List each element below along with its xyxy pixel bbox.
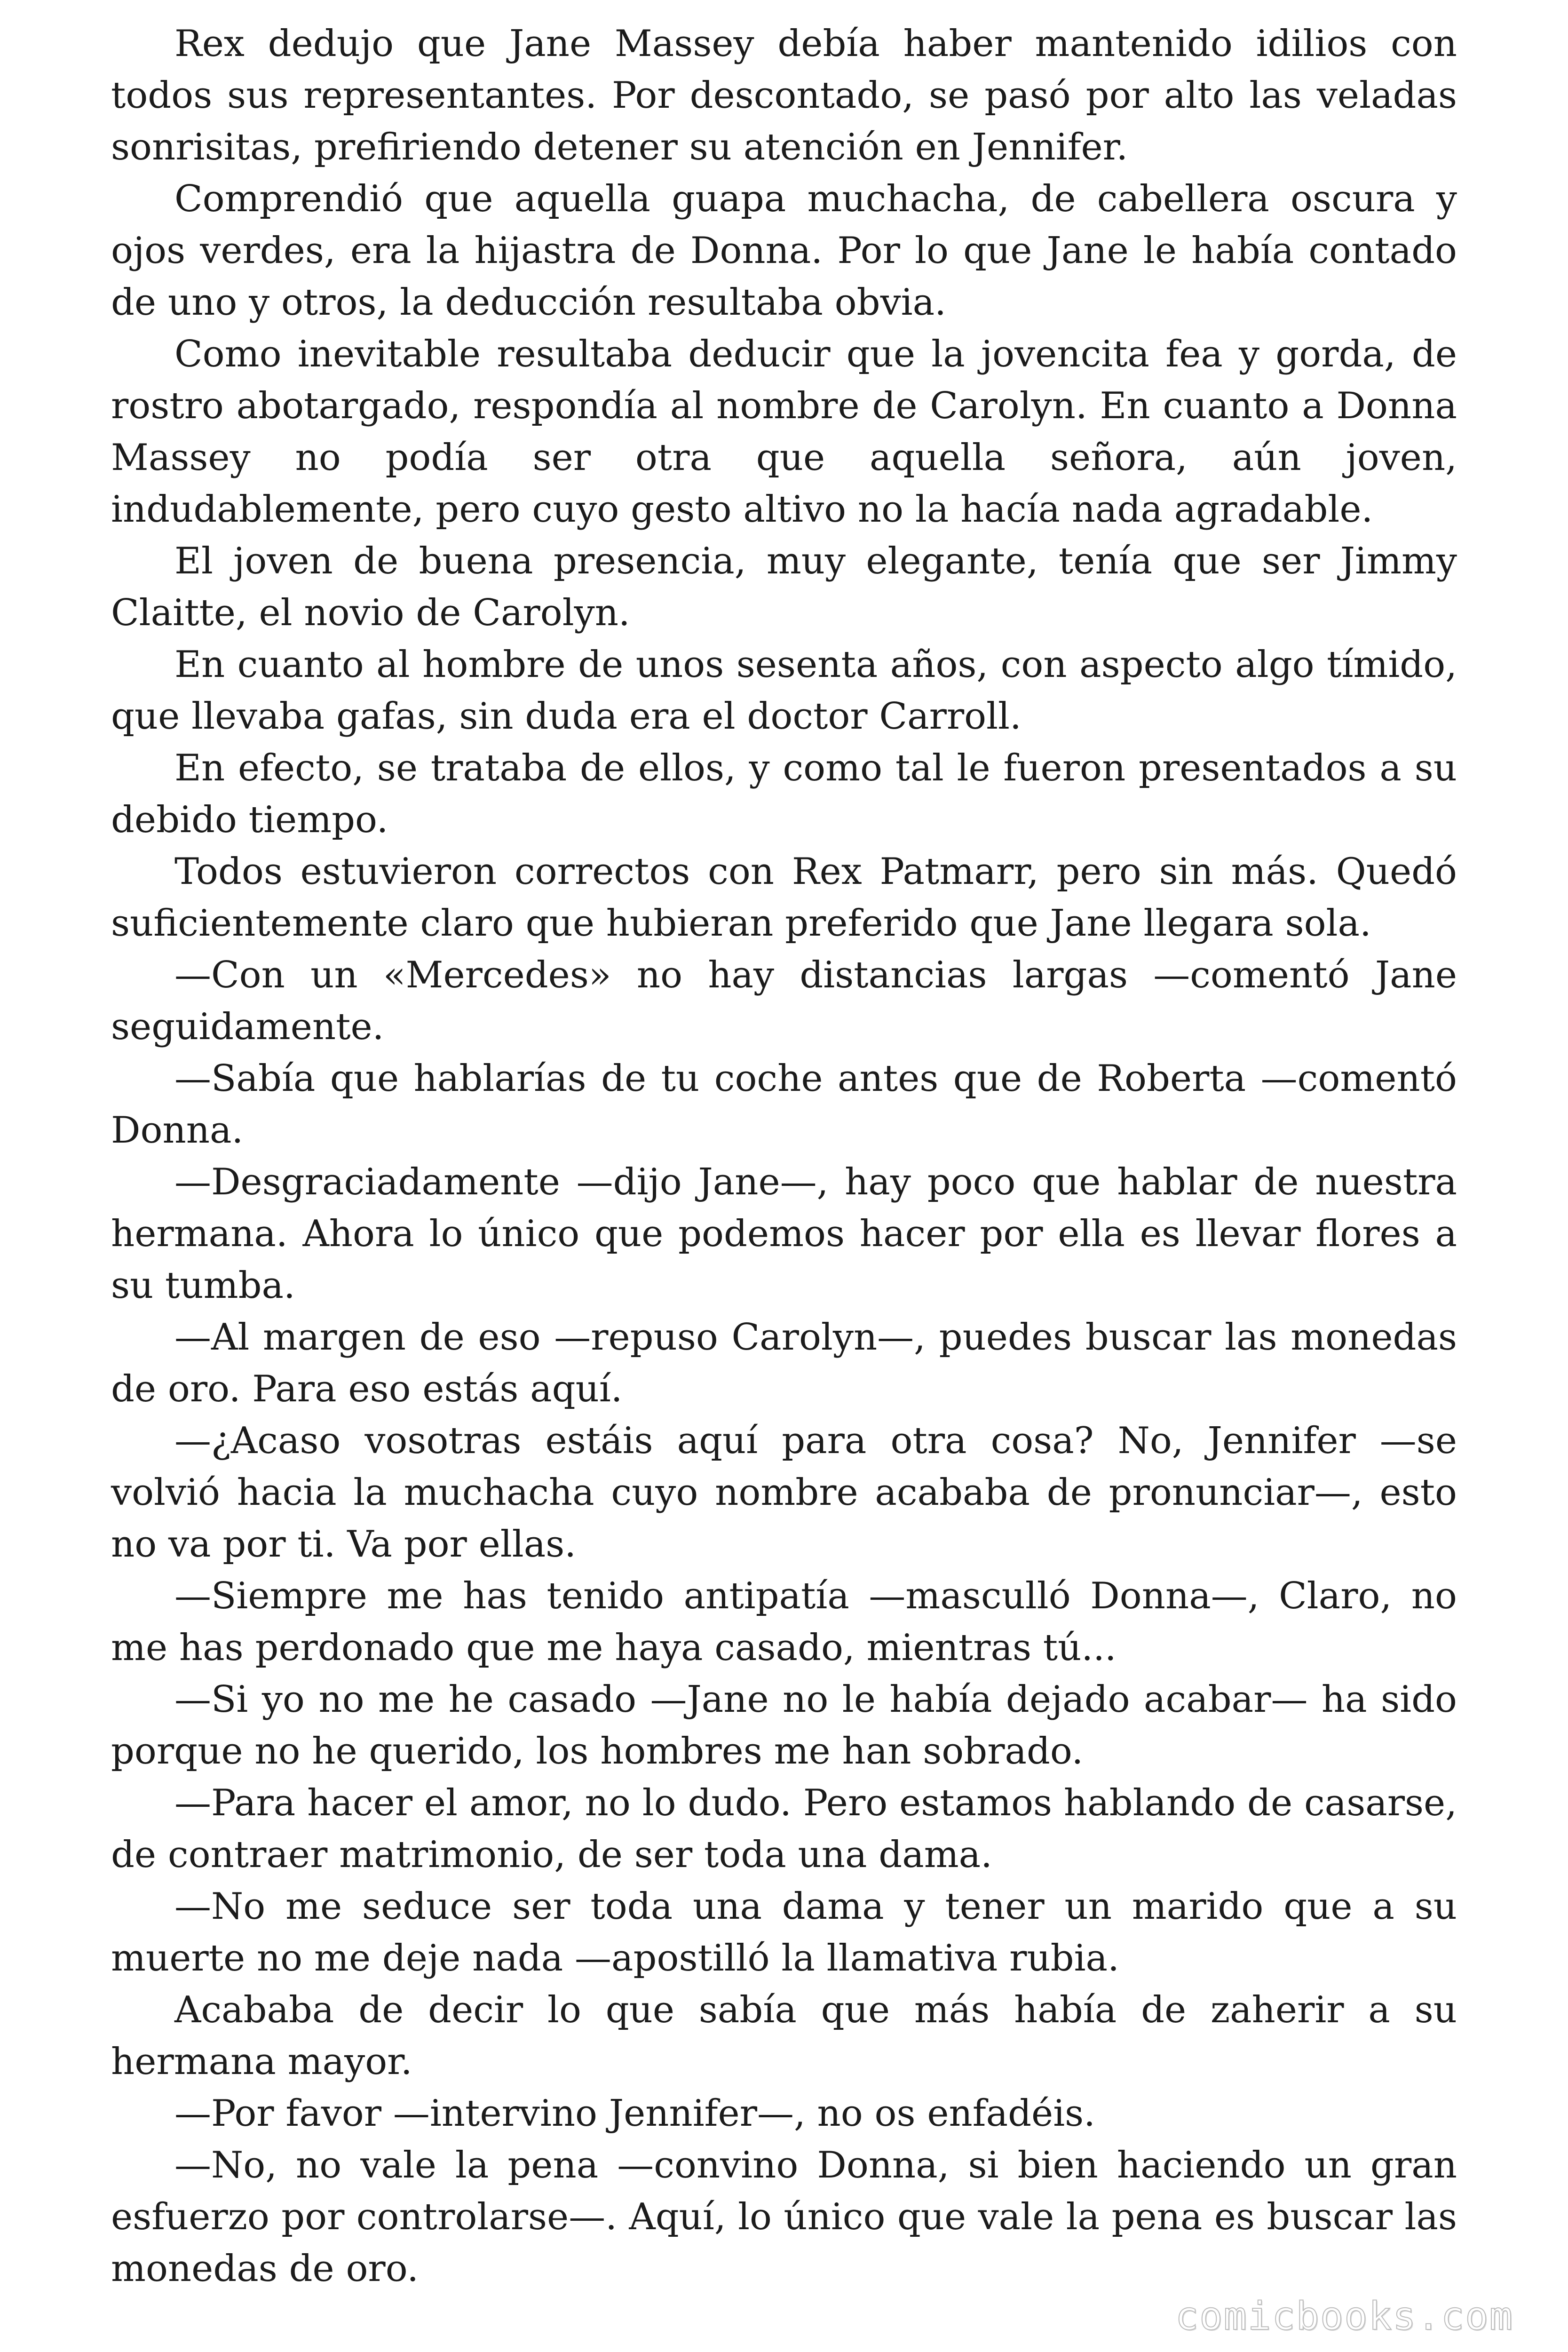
- paragraph-5: En cuanto al hombre de unos sesenta años, con aspecto algo tímido, que llevaba gafas, sin duda era el doctor Carroll.: [111, 644, 1457, 738]
- paragraph-3: Como inevitable resultaba deducir que la jovencita fea y gorda, de rostro abotargado, respondía al nombre de Carolyn. En cuanto a Donna Massey no podía ser otra que aquella señora, aún joven, indudablemente, pero cuyo gesto altivo no la hacía nada agradable.: [111, 333, 1457, 531]
- paragraph-13: —Siempre me has tenido antipatía —masculló Donna—, Claro, no me has perdonado que me haya casado, mientras tú...: [111, 1575, 1457, 1669]
- paragraph-15: —Para hacer el amor, no lo dudo. Pero estamos hablando de casarse, de contraer matrimonio, de ser toda una dama.: [111, 1782, 1457, 1876]
- paragraph-10: —Desgraciadamente —dijo Jane—, hay poco que hablar de nuestra hermana. Ahora lo único que podemos hacer por ella es llevar flores a su tumba.: [111, 1161, 1457, 1307]
- paragraph-1: Rex dedujo que Jane Massey debía haber mantenido idilios con todos sus representantes. Por descontado, se pasó por alto las veladas sonrisitas, prefiriendo detener su atención en Jennifer.: [111, 23, 1457, 168]
- paragraph-7: Todos estuvieron correctos con Rex Patmarr, pero sin más. Quedó suficientemente claro que hubieran preferido que Jane llegara sola.: [111, 850, 1457, 945]
- watermark: comicbooks.com: [1175, 2294, 1513, 2339]
- paragraph-18: —Por favor —intervino Jennifer—, no os enfadéis.: [174, 2092, 1095, 2135]
- paragraph-4: El joven de buena presencia, muy elegante, tenía que ser Jimmy Claitte, el novio de Carolyn.: [111, 540, 1457, 634]
- book-page-text: [111, 18, 1457, 2295]
- paragraph-11: —Al margen de eso —repuso Carolyn—, puedes buscar las monedas de oro. Para eso estás aquí.: [111, 1316, 1457, 1410]
- paragraph-17: Acababa de decir lo que sabía que más había de zaherir a su hermana mayor.: [111, 1989, 1457, 2083]
- paragraph-6: En efecto, se trataba de ellos, y como tal le fueron presentados a su debido tiempo.: [111, 747, 1457, 841]
- paragraph-12: —¿Acaso vosotras estáis aquí para otra cosa? No, Jennifer —se volvió hacia la muchacha cuyo nombre acababa de pronunciar—, esto no va por ti. Va por ellas.: [111, 1420, 1457, 1565]
- paragraph-8: —Con un «Mercedes» no hay distancias largas —comentó Jane seguidamente.: [111, 954, 1457, 1048]
- paragraph-2: Comprendió que aquella guapa muchacha, de cabellera oscura y ojos verdes, era la hijastra de Donna. Por lo que Jane le había contado de uno y otros, la deducción resultaba obvia.: [111, 178, 1457, 324]
- paragraph-14: —Si yo no me he casado —Jane no le había dejado acabar— ha sido porque no he querido, los hombres me han sobrado.: [111, 1678, 1457, 1772]
- paragraph-19: —No, no vale la pena —convino Donna, si bien haciendo un gran esfuerzo por controlarse—. Aquí, lo único que vale la pena es buscar las monedas de oro.: [111, 2144, 1457, 2290]
- paragraph-16: —No me seduce ser toda una dama y tener un marido que a su muerte no me deje nada —apostilló la llamativa rubia.: [111, 1885, 1457, 1979]
- paragraph-9: —Sabía que hablarías de tu coche antes que de Roberta —comentó Donna.: [111, 1057, 1457, 1152]
